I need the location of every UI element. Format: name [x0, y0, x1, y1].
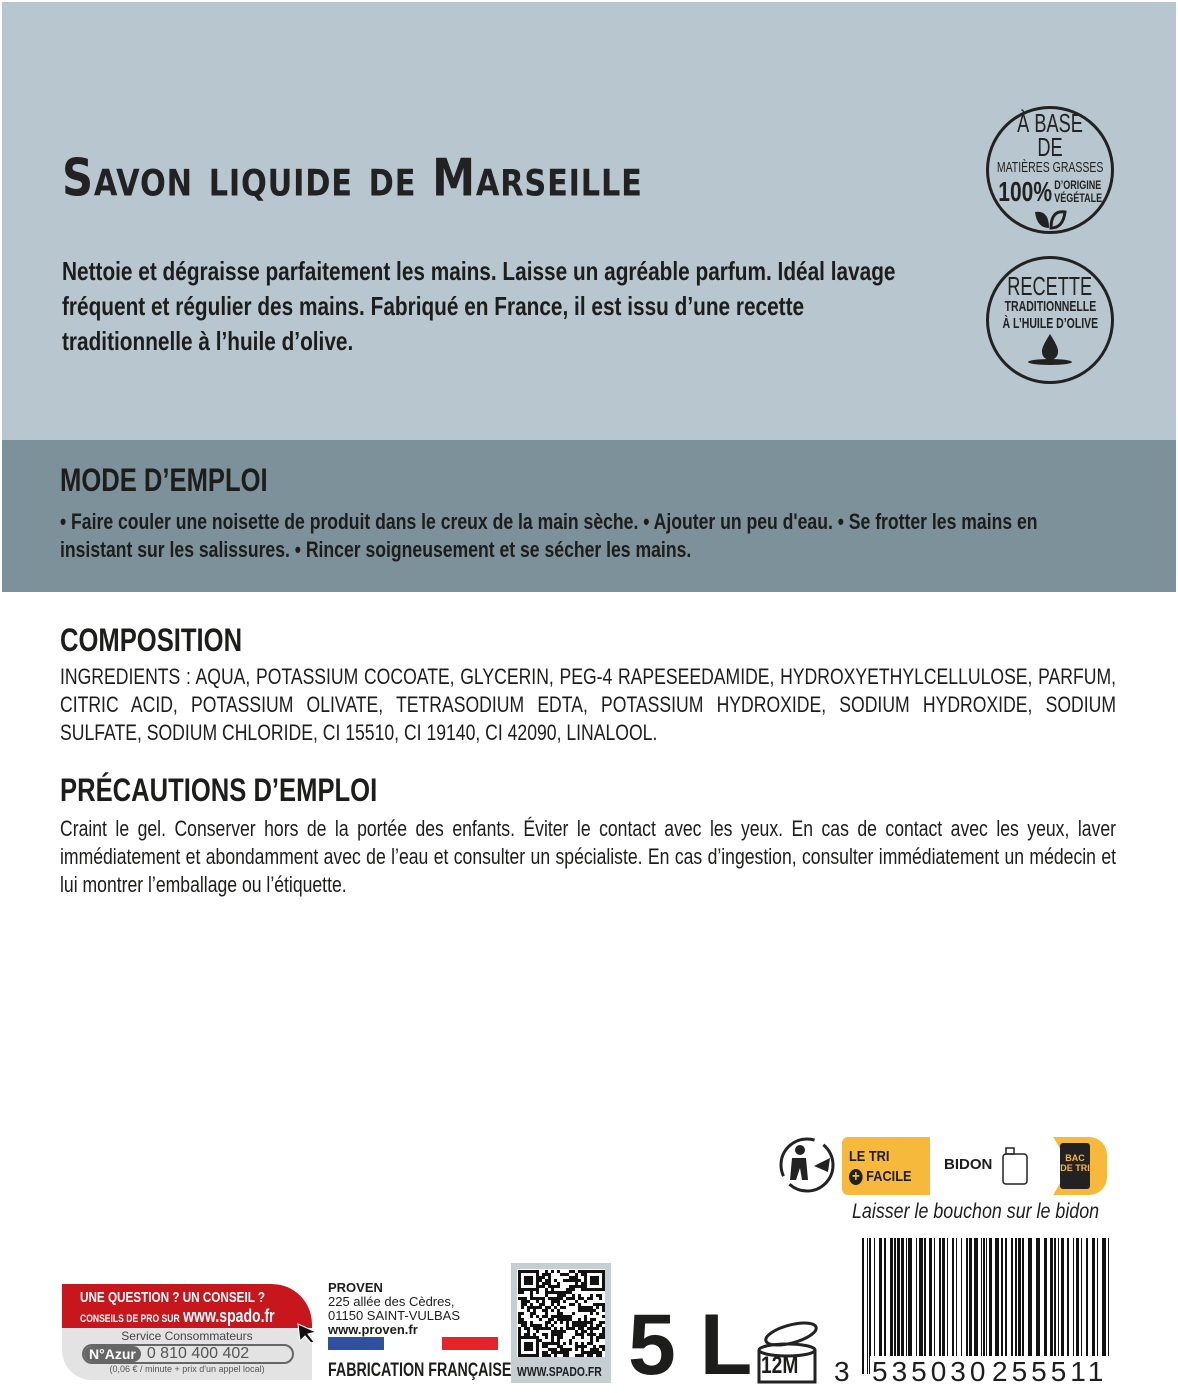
- maker-address: 225 allée des Cèdres,: [328, 1294, 455, 1309]
- barcode-bar: [995, 1238, 999, 1374]
- barcode-bar: [1028, 1238, 1032, 1374]
- volume: 5 L: [628, 1297, 753, 1393]
- badge-text: MATIÈRES GRASSES: [996, 158, 1104, 176]
- product-description: Nettoie et dégraisse parfaitement les mains. Laisse un agréable parfum. Idéal lavage fréquent et régulier des mains. Fabriqué en France, il est issu d’une recette traditionnelle à l’huile d’olive.: [62, 256, 896, 356]
- composition-heading: COMPOSITION: [60, 622, 243, 658]
- service-question: UNE QUESTION ? UN CONSEIL ?: [80, 1289, 266, 1306]
- barcode-bar: [879, 1238, 882, 1374]
- qr-box: [511, 1263, 611, 1383]
- barcode-bar: [1022, 1238, 1024, 1374]
- barcode-bar: [934, 1238, 935, 1374]
- barcode-bar: [947, 1238, 948, 1374]
- call-price: (0,06 € / minute + prix d'un appel local): [109, 1364, 265, 1374]
- barcode-bar: [1050, 1238, 1053, 1374]
- tri-label: LE TRI: [849, 1148, 890, 1165]
- header-panel: [2, 2, 1176, 440]
- barcode-bar: [989, 1238, 992, 1374]
- tri-label: FACILE: [866, 1168, 912, 1185]
- barcode-bar: [956, 1238, 957, 1374]
- precautions-heading: PRÉCAUTIONS D’EMPLOI: [60, 772, 378, 808]
- barcode-bar: [952, 1238, 954, 1374]
- barcode-bar: [906, 1238, 907, 1374]
- tri-note: Laisser le bouchon sur le bidon: [852, 1200, 1100, 1223]
- barcode-digit: 3: [834, 1356, 850, 1387]
- made-in-france: FABRICATION FRANÇAISE: [328, 1360, 512, 1381]
- barcode-bar: [1036, 1238, 1040, 1374]
- barcode-bar: [1081, 1238, 1082, 1374]
- barcode-bar: [1058, 1238, 1059, 1374]
- badge-text: RECETTE: [1007, 271, 1093, 301]
- barcode-bar: [919, 1238, 923, 1374]
- service-conseils: CONSEILS DE PRO SUR: [80, 1313, 180, 1325]
- barcode-digits-left: 535030: [872, 1356, 990, 1387]
- tri-facile-banner: [842, 1137, 1107, 1195]
- barcode-bar: [1044, 1238, 1047, 1374]
- barcode: [860, 1238, 1116, 1374]
- cursor-icon: [296, 1322, 318, 1344]
- azur-badge: N°Azur: [84, 1346, 141, 1362]
- barcode-bar: [969, 1238, 972, 1374]
- phone-number[interactable]: 0 810 400 402: [146, 1345, 250, 1362]
- service-label: Service Consommateurs: [121, 1329, 253, 1343]
- barcode-bar: [867, 1238, 868, 1374]
- barcode-bar: [1067, 1238, 1069, 1374]
- barcode-bar: [916, 1238, 917, 1374]
- badge-text: À L’HUILE D’OLIVE: [1002, 315, 1098, 332]
- barcode-bar: [908, 1238, 912, 1374]
- spado-link[interactable]: www.spado.fr: [183, 1306, 275, 1326]
- barcode-bar: [1054, 1238, 1056, 1374]
- badge-text: À BASE DE: [1017, 107, 1083, 162]
- flag-blue: [328, 1337, 384, 1350]
- mode-text: • Faire couler une noisette de produit dans le creux de la main sèche. • Ajouter un peu d'eau. • Se frotter les mains en insistant sur les salissures. • Rincer soigneusement et se sécher les mains.: [60, 509, 1038, 562]
- badge-percent: 100%: [998, 175, 1052, 207]
- barcode-bar: [981, 1238, 982, 1374]
- barcode-bar: [983, 1238, 985, 1374]
- service-box: [62, 1284, 312, 1380]
- triman-icon: [778, 1136, 838, 1194]
- qr-label: WWW.SPADO.FR: [517, 1364, 602, 1379]
- maker-address: 01150 SAINT-VULBAS: [328, 1308, 460, 1323]
- barcode-bar: [942, 1238, 945, 1374]
- barcode-bar: [1097, 1238, 1098, 1374]
- barcode-bar: [862, 1238, 864, 1374]
- pao-label: 12M: [761, 1352, 799, 1379]
- vegetal-badge: [986, 106, 1114, 234]
- recipe-badge: [986, 256, 1114, 384]
- bin-icon: BAC DE TRI: [1060, 1143, 1090, 1189]
- badge-text: D’ORIGINE: [1054, 177, 1102, 192]
- barcode-bar: [894, 1238, 896, 1374]
- maker-link[interactable]: www.proven.fr: [328, 1322, 418, 1337]
- composition-text: INGREDIENTS : AQUA, POTASSIUM COCOATE, GLYCERIN, PEG-4 RAPESEEDAMIDE, HYDROXYETHYLCELLULOSE, PARFUM, CITRIC ACID, POTASSIUM OLIVATE, TETRASODIUM EDTA, POTASSIUM HYDROXIDE, SODIUM HYDROXIDE, SODIUM SULFATE, SODIUM CHLORIDE, CI 15510, CI 19140, CI 42090, LINALOOL.: [60, 664, 1116, 745]
- leaves-icon: [1033, 208, 1067, 230]
- barcode-bar: [974, 1238, 978, 1374]
- barcode-bar: [966, 1238, 968, 1374]
- barcode-bar: [1015, 1238, 1017, 1374]
- barcode-bar: [890, 1238, 893, 1374]
- flag-red: [442, 1337, 498, 1350]
- barcode-bar: [986, 1238, 987, 1374]
- barcode-bar: [884, 1238, 886, 1374]
- precautions-text: Craint le gel. Conserver hors de la portée des enfants. Éviter le contact avec les yeux. En cas de contact avec les yeux, laver immédiatement et abondamment avec de l’eau et consulter un spécialiste. En cas d’ingestion, consulter immédiatement un médecin et lui montrer l’emballage ou l’étiquette.: [60, 816, 1116, 897]
- barcode-digits-right: 255511: [992, 1356, 1108, 1387]
- barcode-bar: [1102, 1238, 1106, 1374]
- barcode-bar: [961, 1238, 962, 1374]
- barcode-bar: [901, 1238, 904, 1374]
- maker-info: [328, 1281, 460, 1337]
- barcode-bar: [929, 1238, 932, 1374]
- barcode-bar: [874, 1238, 875, 1374]
- product-title: Savon liquide de Marseille: [62, 148, 643, 208]
- oil-drop-icon: [1025, 332, 1075, 366]
- barcode-bar: [1076, 1238, 1079, 1374]
- barcode-bar: [1092, 1238, 1095, 1374]
- maker-name: PROVEN: [328, 1280, 383, 1295]
- qr-code-icon[interactable]: [517, 1269, 605, 1357]
- badge-text: TRADITIONNELLE: [1004, 298, 1096, 315]
- badge-text: VÉGÉTALE: [1054, 190, 1102, 205]
- plus-icon: +: [849, 1169, 863, 1185]
- mode-heading: MODE D’EMPLOI: [60, 462, 268, 498]
- barcode-bar: [1018, 1238, 1021, 1374]
- barcode-bar: [1061, 1238, 1064, 1374]
- barcode-bar: [1108, 1238, 1109, 1374]
- barcode-bar: [939, 1238, 941, 1374]
- jerrycan-icon: [1000, 1145, 1030, 1187]
- barcode-bar: [1086, 1238, 1088, 1374]
- barcode-bar: [1001, 1238, 1003, 1374]
- barcode-bar: [1005, 1238, 1007, 1374]
- tri-item: BIDON: [944, 1156, 993, 1173]
- barcode-bar: [1073, 1238, 1074, 1374]
- barcode-bar: [897, 1238, 900, 1374]
- barcode-bar: [924, 1238, 926, 1374]
- barcode-bar: [869, 1238, 871, 1374]
- barcode-bar: [1011, 1238, 1013, 1374]
